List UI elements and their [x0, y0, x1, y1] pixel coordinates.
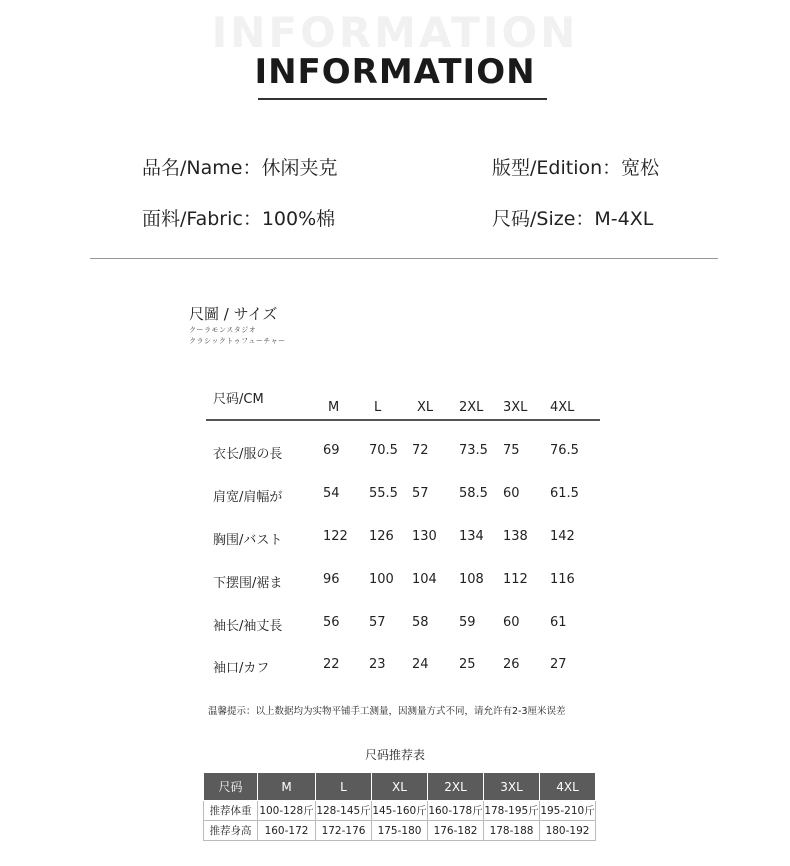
size-cell: 116 — [550, 572, 575, 587]
size-cell: 58 — [412, 615, 429, 630]
recommend-header-cell: M — [258, 773, 316, 801]
size-cell: 26 — [503, 657, 520, 672]
size-cell: 126 — [369, 529, 394, 544]
size-cell: 75 — [503, 443, 520, 458]
size-cell: 142 — [550, 529, 575, 544]
size-col-header: M — [328, 400, 340, 415]
size-cell: 76.5 — [550, 443, 579, 458]
size-cell: 122 — [323, 529, 348, 544]
size-row-label: 袖口/カフ — [213, 661, 270, 676]
size-table-rule — [206, 419, 600, 421]
recommend-cell: 195-210斤 — [540, 801, 596, 821]
size-col-header: L — [374, 400, 382, 415]
recommend-table — [203, 772, 596, 841]
size-cell: 72 — [412, 443, 429, 458]
recommend-cell: 160-172 — [258, 821, 316, 841]
size-cell: 24 — [412, 657, 429, 672]
size-cell: 130 — [412, 529, 437, 544]
size-row-label: 胸围/バスト — [213, 533, 283, 548]
measurement-note: 温馨提示：以上数据均为实物平铺手工测量，因测量方式不同，请允许有2-3厘米误差 — [208, 706, 566, 717]
recommend-cell: 145-160斤 — [372, 801, 428, 821]
size-section-sub1: クーラモンスタジオ — [189, 326, 257, 334]
size-col-header: 2XL — [459, 400, 484, 415]
size-cell: 96 — [323, 572, 340, 587]
info-fabric: 面料/Fabric：100%棉 — [142, 208, 336, 230]
info-edition: 版型/Edition：宽松 — [492, 157, 660, 179]
size-cell: 59 — [459, 615, 476, 630]
recommend-row — [204, 801, 596, 821]
size-cell: 61.5 — [550, 486, 579, 501]
size-section-heading: 尺圖 / サイズ — [189, 305, 278, 323]
title-underline — [258, 98, 547, 100]
recommend-header-cell: 3XL — [484, 773, 540, 801]
size-row-label: 衣长/服の長 — [213, 447, 283, 462]
size-table-unit: 尺码/CM — [213, 392, 264, 407]
recommend-cell: 172-176 — [316, 821, 372, 841]
size-cell: 54 — [323, 486, 340, 501]
size-cell: 58.5 — [459, 486, 488, 501]
recommend-row — [204, 821, 596, 841]
size-cell: 23 — [369, 657, 386, 672]
page-title: INFORMATION — [254, 52, 536, 92]
recommend-cell: 175-180 — [372, 821, 428, 841]
recommend-cell: 100-128斤 — [258, 801, 316, 821]
recommend-cell: 178-195斤 — [484, 801, 540, 821]
recommend-header-cell: L — [316, 773, 372, 801]
size-cell: 61 — [550, 615, 567, 630]
recommend-title: 尺码推荐表 — [364, 748, 425, 762]
size-row-label: 下摆围/裾ま — [213, 576, 283, 591]
info-name: 品名/Name：休闲夹克 — [142, 157, 338, 179]
size-cell: 60 — [503, 615, 520, 630]
recommend-header-cell: XL — [372, 773, 428, 801]
section-divider — [90, 258, 718, 259]
size-col-header: 4XL — [550, 400, 575, 415]
size-cell: 57 — [369, 615, 386, 630]
size-cell: 27 — [550, 657, 567, 672]
recommend-cell: 180-192 — [540, 821, 596, 841]
size-cell: 69 — [323, 443, 340, 458]
ghost-title: INFORMATION — [211, 8, 579, 57]
size-cell: 138 — [503, 529, 528, 544]
recommend-header-row — [204, 773, 596, 801]
size-cell: 73.5 — [459, 443, 488, 458]
size-cell: 104 — [412, 572, 437, 587]
recommend-header-cell: 4XL — [540, 773, 596, 801]
recommend-cell: 128-145斤 — [316, 801, 372, 821]
size-cell: 100 — [369, 572, 394, 587]
recommend-cell: 176-182 — [428, 821, 484, 841]
size-cell: 70.5 — [369, 443, 398, 458]
size-cell: 60 — [503, 486, 520, 501]
size-cell: 112 — [503, 572, 528, 587]
size-cell: 22 — [323, 657, 340, 672]
size-row-label: 袖长/袖丈長 — [213, 619, 283, 634]
size-cell: 57 — [412, 486, 429, 501]
info-size: 尺码/Size：M-4XL — [492, 208, 654, 230]
size-col-header: XL — [417, 400, 434, 415]
recommend-header-cell: 2XL — [428, 773, 484, 801]
recommend-row-label: 推荐体重 — [204, 801, 258, 821]
size-row-label: 肩宽/肩幅が — [213, 490, 283, 505]
size-cell: 25 — [459, 657, 476, 672]
size-col-header: 3XL — [503, 400, 528, 415]
size-cell: 134 — [459, 529, 484, 544]
recommend-header-cell: 尺码 — [204, 773, 258, 801]
size-section-sub2: クラシックトゥフューチャー — [189, 337, 286, 345]
size-cell: 108 — [459, 572, 484, 587]
size-cell: 56 — [323, 615, 340, 630]
recommend-row-label: 推荐身高 — [204, 821, 258, 841]
recommend-cell: 178-188 — [484, 821, 540, 841]
recommend-cell: 160-178斤 — [428, 801, 484, 821]
size-cell: 55.5 — [369, 486, 398, 501]
